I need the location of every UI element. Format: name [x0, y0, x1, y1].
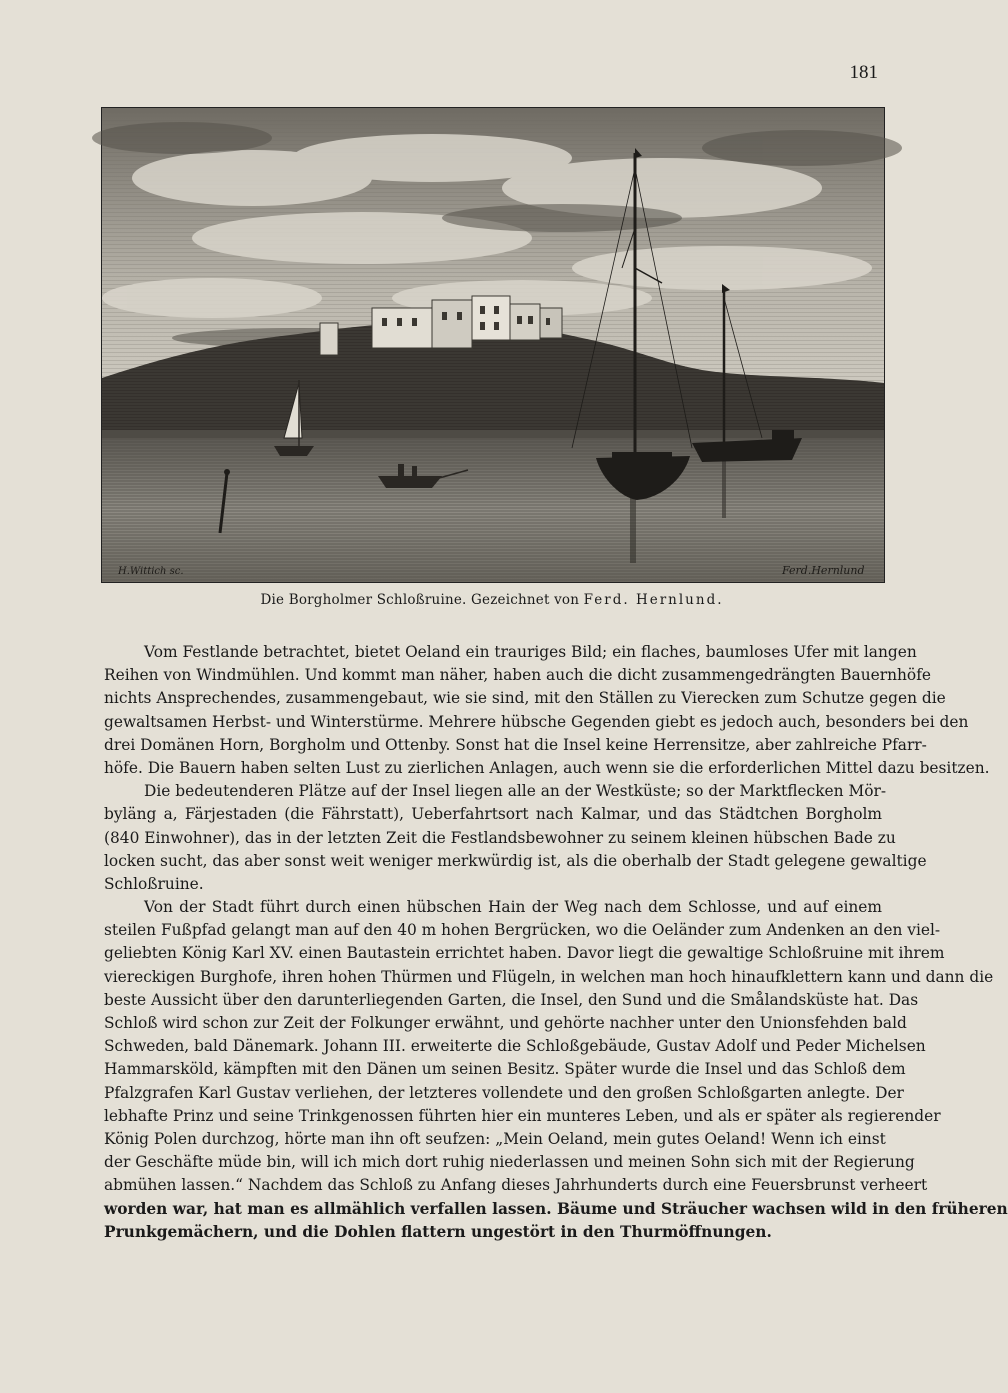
artist-signature: Ferd.Hernlund [782, 564, 865, 577]
engraver-signature: H.Wittich sc. [118, 566, 184, 577]
text-line: Die bedeutenderen Plätze auf der Insel liegen alle an der Westküste; so der Marktflecken Mör- [144, 782, 887, 801]
text-line: (840 Einwohner), das in der letzten Zeit die Festlandsbewohner zu seinem kleinen hübschen Bade zu [104, 828, 896, 847]
caption-drawn-by: Gezeichnet von [471, 592, 580, 608]
caption-artist: Ferd. Hernlund. [583, 592, 724, 608]
text-line: Schweden, bald Dänemark. Johann III. erweiterte die Schloßgebäude, Gustav Adolf und Peder Michelsen [104, 1037, 926, 1056]
text-line: gewaltsamen Herbst- und Winterstürme. Mehrere hübsche Gegenden giebt es jedoch auch, besonders bei den [104, 712, 969, 731]
engraving-illustration [101, 107, 885, 583]
text-line: lebhafte Prinz und seine Trinkgenossen führten hier ein munteres Leben, und als er später als regierender [104, 1106, 941, 1125]
text-line: Pfalzgrafen Karl Gustav verliehen, der letzteres vollendete und den großen Schloßgarten anlegte. Der [104, 1083, 904, 1102]
text-line: locken sucht, das aber sonst weit weniger merkwürdig ist, als die oberhalb der Stadt gelegene gewaltige [104, 851, 927, 870]
text-line: viereckigen Burghofe, ihren hohen Thürmen und Flügeln, in welchen man hoch hinaufklettern kann und dann die [104, 967, 994, 986]
text-line: König Polen durchzog, hörte man ihn oft seufzen: „Mein Oeland, mein gutes Oeland! Wenn ich einst [104, 1129, 886, 1148]
text-line: höfe. Die Bauern haben selten Lust zu zierlichen Anlagen, auch wenn sie die erforderlichen Mittel dazu besitzen. [104, 758, 990, 777]
text-line: Reihen von Windmühlen. Und kommt man näher, haben auch die dicht zusammengedrängten Bauernhöfe [104, 666, 931, 685]
text-line: Vom Festlande betrachtet, bietet Oeland ein trauriges Bild; ein flaches, baumloses Ufer mit langen [144, 643, 917, 661]
text-line: Prunkgemächern, und die Dohlen flattern ungestört in den Thurmöffnungen. [104, 1222, 772, 1241]
text-line: Hammarsköld, kämpften mit den Dänen um seinen Besitz. Später wurde die Insel und das Schloß dem [104, 1060, 906, 1079]
body-text [104, 641, 1008, 1244]
text-line: Schloßruine. [104, 874, 204, 893]
text-line: Schloß wird schon zur Zeit der Folkunger erwähnt, und gehörte nachher unter den Unionsfehden bald [104, 1014, 907, 1032]
shoreline [102, 430, 884, 438]
text-line: worden war, hat man es allmählich verfallen lassen. Bäume und Sträucher wachsen wild in den früheren [104, 1199, 1008, 1218]
caption-title: Die Borgholmer Schloßruine. [260, 592, 467, 608]
text-line: geliebten König Karl XV. einen Bautastein errichtet haben. Davor liegt die gewaltige Schloßruine mit ihrem [104, 944, 945, 963]
borgholm-ruin-engraving [102, 108, 884, 582]
illustration-caption [100, 592, 884, 608]
text-line: nichts Ansprechendes, zusammengebaut, wie sie sind, mit den Ställen zu Vierecken zum Schutze gegen die [104, 689, 946, 708]
text-line: drei Domänen Horn, Borgholm und Ottenby. Sonst hat die Insel keine Herrensitze, aber zahlreiche Pfarr- [104, 735, 927, 754]
text-line: beste Aussicht über den darunterliegenden Garten, die Insel, den Sund und die Smålandsküste hat. Das [104, 990, 919, 1009]
text-line: steilen Fußpfad gelangt man auf den 40 m hohen Bergrücken, wo die Oeländer zum Andenken an den viel- [104, 921, 941, 940]
text-line: byläng a, Färjestaden (die Fährstatt), Ueberfahrtsort nach Kalmar, und das Städtchen Borgholm [104, 805, 882, 824]
text-line: der Geschäfte müde bin, will ich mich dort ruhig niederlassen und meinen Sohn sich mit der Regierung [104, 1153, 915, 1172]
text-line: abmühen lassen.“ Nachdem das Schloß zu Anfang dieses Jahrhunderts durch eine Feuersbrunst verheert [104, 1176, 928, 1195]
page-number: 181 [849, 62, 878, 83]
text-line: Von der Stadt führt durch einen hübschen Hain der Weg nach dem Schlosse, und auf einem [144, 898, 882, 917]
